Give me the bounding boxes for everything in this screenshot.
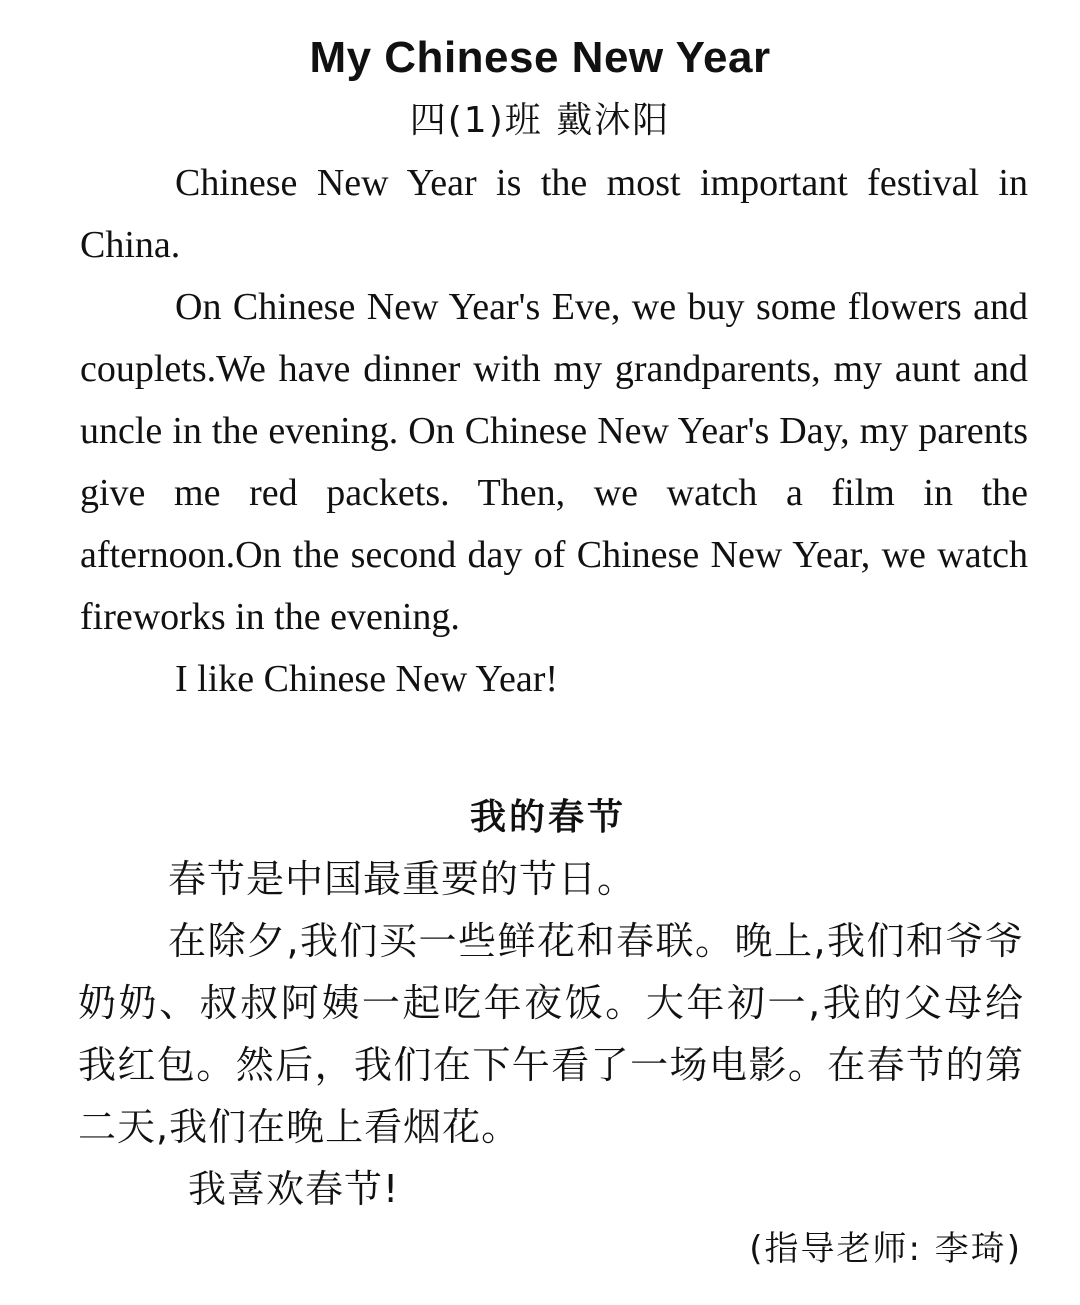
teacher-note: (指导老师: 李琦): [749, 1229, 1022, 1269]
english-essay: [80, 152, 1028, 710]
chinese-title: 我的春节: [469, 797, 626, 838]
english-paragraph: Chinese New Year is the most important festival in China.: [80, 162, 1028, 266]
english-paragraph: On Chinese New Year's Eve, we buy some flowers and couplets.We have dinner with my grandparents, my aunt and uncle in the evening. On Chinese New Year's Day, my parents give me red packets. Then, we watch a film in the afternoon.On the second day of Chinese New Year, we watch fireworks in the evening.: [80, 286, 1028, 638]
author-byline: 四(1)班 戴沐阳: [409, 100, 671, 141]
chinese-essay: [78, 848, 1024, 1220]
chinese-paragraph: 春节是中国最重要的节日。: [168, 857, 637, 901]
english-paragraph: I like Chinese New Year!: [175, 658, 559, 700]
chinese-paragraph: 我喜欢春节!: [188, 1167, 400, 1211]
english-title: My Chinese New Year: [309, 33, 771, 82]
chinese-paragraph: 在除夕,我们买一些鲜花和春联。晚上,我们和爷爷奶奶、叔叔阿姨一起吃年夜饭。大年初一,我的父母给我红包。然后，我们在下午看了一场电影。在春节的第二天,我们在晚上看烟花。: [78, 919, 1024, 1149]
